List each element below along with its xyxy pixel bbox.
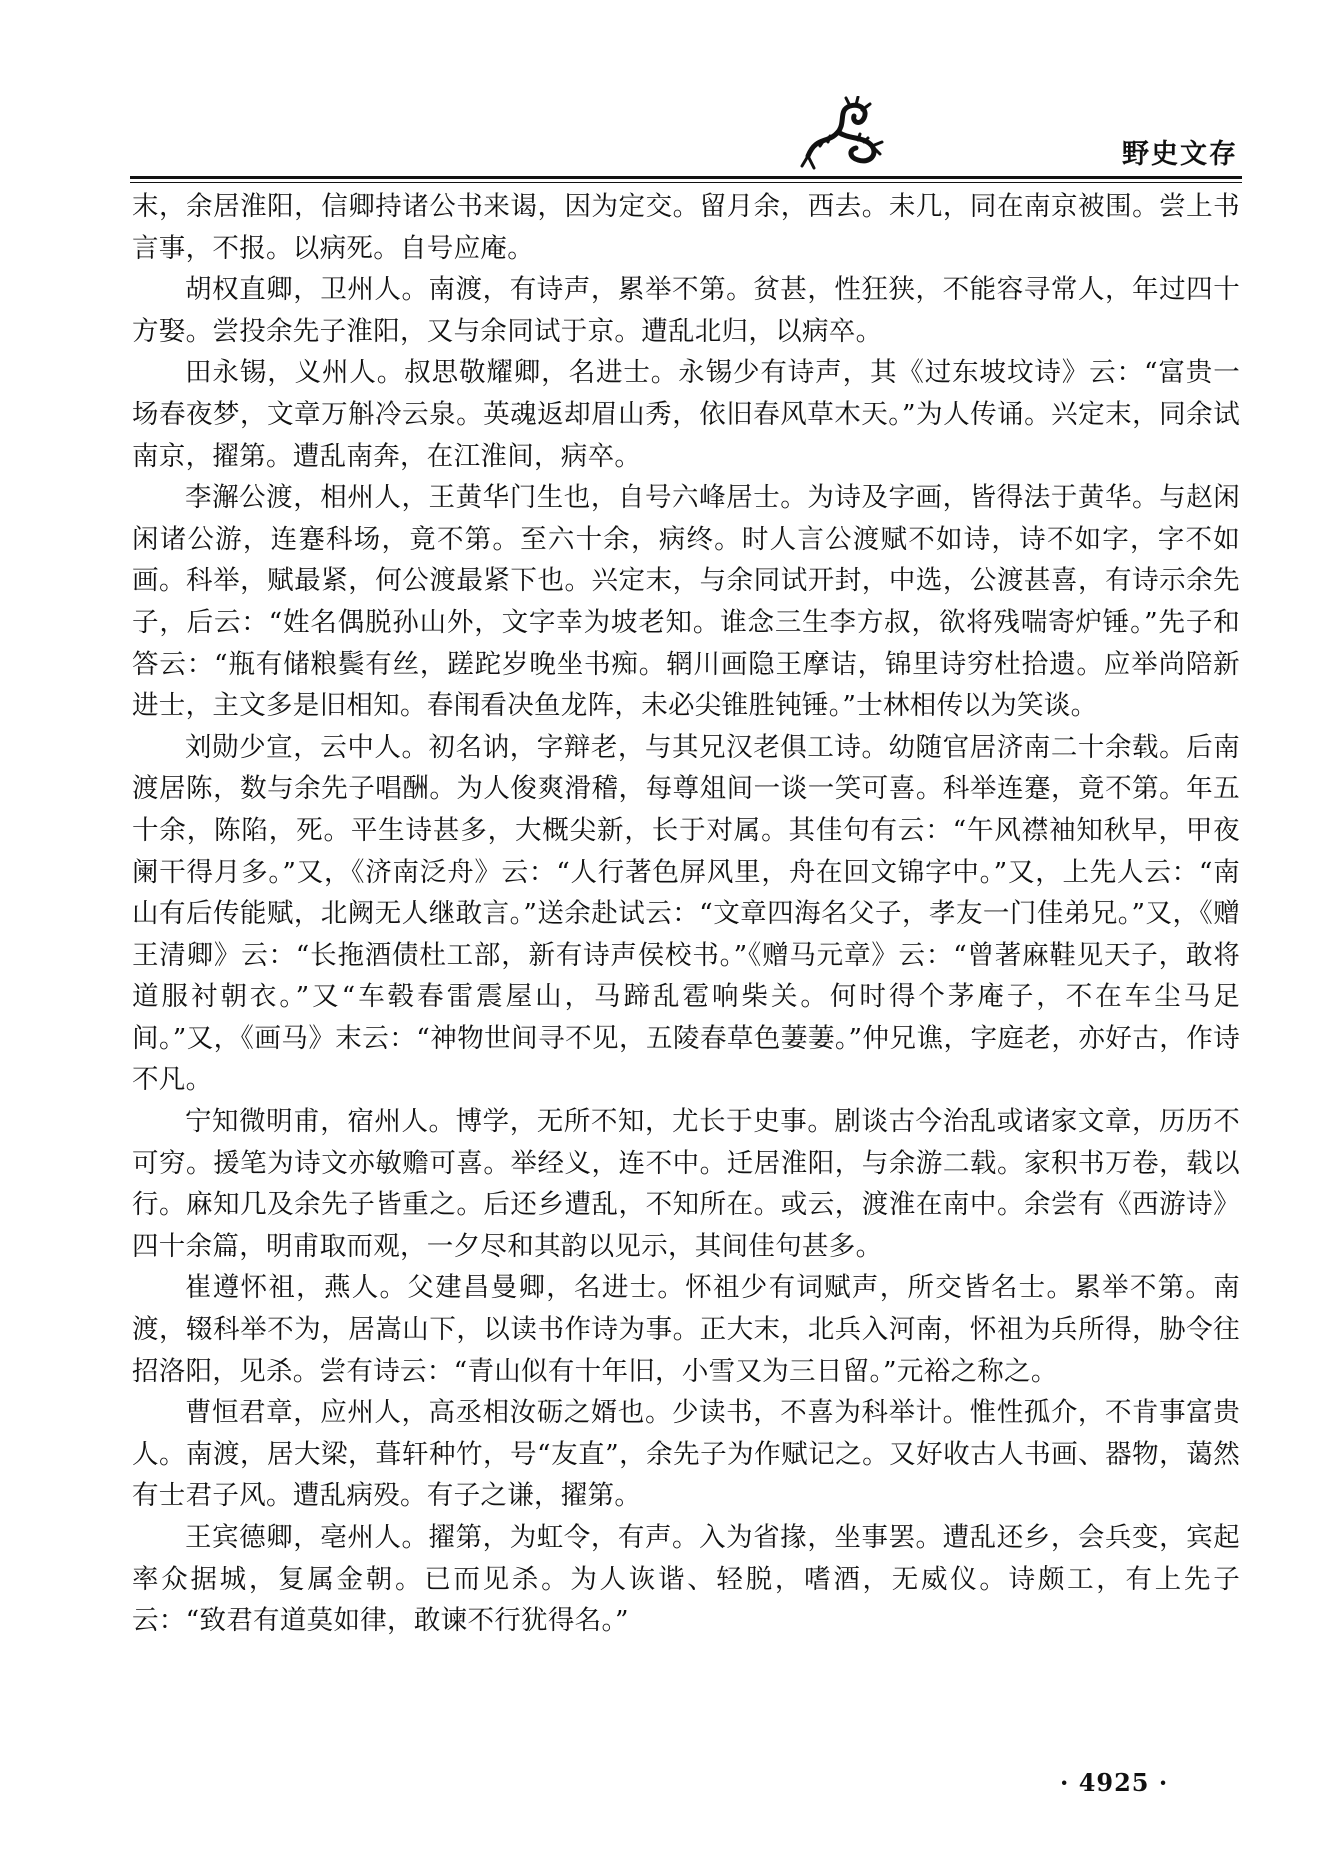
body-text [132,186,1240,1642]
paragraph: 末，余居淮阳，信卿持诸公书来谒，因为定交。留月余，西去。未几，同在南京被围。尝上书言事，不报。以病死。自号应庵。 [132,191,1240,264]
header-title: 野史文存 [1122,139,1238,170]
paragraph: 胡权直卿，卫州人。南渡，有诗声，累举不第。贫甚，性狂狭，不能容寻常人，年过四十方娶。尝投余先子淮阳，又与余同试于京。遭乱北归，以病卒。 [132,274,1240,347]
running-header [130,96,1242,176]
paragraph: 曹恒君章，应州人，高丞相汝砺之婿也。少读书，不喜为科举计。惟性孤介，不肯事富贵人。南渡，居大梁，葺轩种竹，号“友直”，余先子为作赋记之。又好收古人书画、器物，蔼然有士君子风。遭乱病殁。有子之谦，擢第。 [132,1397,1240,1512]
paragraph: 崔遵怀祖，燕人。父建昌曼卿，名进士。怀祖少有词赋声，所交皆名士。累举不第。南渡，辍科举不为，居嵩山下，以读书作诗为事。正大末，北兵入河南，怀祖为兵所得，胁令往招洛阳，见杀。尝有诗云：“青山似有十年旧，小雪又为三日留。”元裕之称之。 [132,1272,1240,1387]
paragraph: 宁知微明甫，宿州人。博学，无所不知，尤长于史事。剧谈古今治乱或诸家文章，历历不可穷。援笔为诗文亦敏赡可喜。举经义，连不中。迁居淮阳，与余游二载。家积书万卷，载以行。麻知几及余先子皆重之。后还乡遭乱，不知所在。或云，渡淮在南中。余尝有《西游诗》四十余篇，明甫取而观，一夕尽和其韵以见示，其间佳句甚多。 [132,1106,1240,1262]
header-rule [130,176,1242,179]
dragon-icon [798,96,888,172]
paragraph: 王宾德卿，亳州人。擢第，为虹令，有声。入为省掾，坐事罢。遭乱还乡，会兵变，宾起率众据城，复属金朝。已而见杀。为人诙谐、轻脱，嗜酒，无威仪。诗颇工，有上先子云：“致君有道莫如律，敢谏不行犹得名。” [132,1522,1240,1637]
page-number: · 4925 · [1060,1768,1169,1797]
paragraph: 刘勋少宣，云中人。初名讷，字辩老，与其兄汉老俱工诗。幼随官居济南二十余载。后南渡居陈，数与余先子唱酬。为人俊爽滑稽，每尊俎间一谈一笑可喜。科举连蹇，竟不第。年五十余，陈陷，死。平生诗甚多，大概尖新，长于对属。其佳句有云：“午风襟袖知秋早，甲夜阑干得月多。”又，《济南泛舟》云：“人行著色屏风里，舟在回文锦字中。”又，上先人云：“南山有后传能赋，北阙无人继敢言。”送余赴试云：“文章四海名父子，孝友一门佳弟兄。”又，《赠王清卿》云：“长拖酒债杜工部，新有诗声侯校书。”《赠马元章》云：“曾著麻鞋见天子，敢将道服衬朝衣。”又“车毂春雷震屋山，马蹄乱雹响柴关。何时得个茅庵子，不在车尘马足间。”又，《画马》末云：“神物世间寻不见，五陵春草色萋萋。”仲兄谯，字庭老，亦好古，作诗不凡。 [132,731,1240,1096]
header-rule-thin [130,182,1242,183]
paragraph: 田永锡，义州人。叔思敬耀卿，名进士。永锡少有诗声，其《过东坡坟诗》云：“富贵一场春夜梦，文章万斛冷云泉。英魂返却眉山秀，依旧春风草木天。”为人传诵。兴定末，同余试南京，擢第。遭乱南奔，在江淮间，病卒。 [132,357,1240,472]
paragraph: 李澥公渡，相州人，王黄华门生也，自号六峰居士。为诗及字画，皆得法于黄华。与赵闲闲诸公游，连蹇科场，竟不第。至六十余，病终。时人言公渡赋不如诗，诗不如字，字不如画。科举，赋最紧，何公渡最紧下也。兴定末，与余同试开封，中选，公渡甚喜，有诗示余先子，后云：“姓名偶脱孙山外，文字幸为坡老知。谁念三生李方叔，欲将残喘寄炉锤。”先子和答云：“瓶有储粮鬓有丝，蹉跎岁晚坐书痴。辋川画隐王摩诘，锦里诗穷杜拾遗。应举尚陪新进士，主文多是旧相知。春闱看决鱼龙阵，未必尖锥胜钝锤。”士林相传以为笑谈。 [132,482,1240,722]
